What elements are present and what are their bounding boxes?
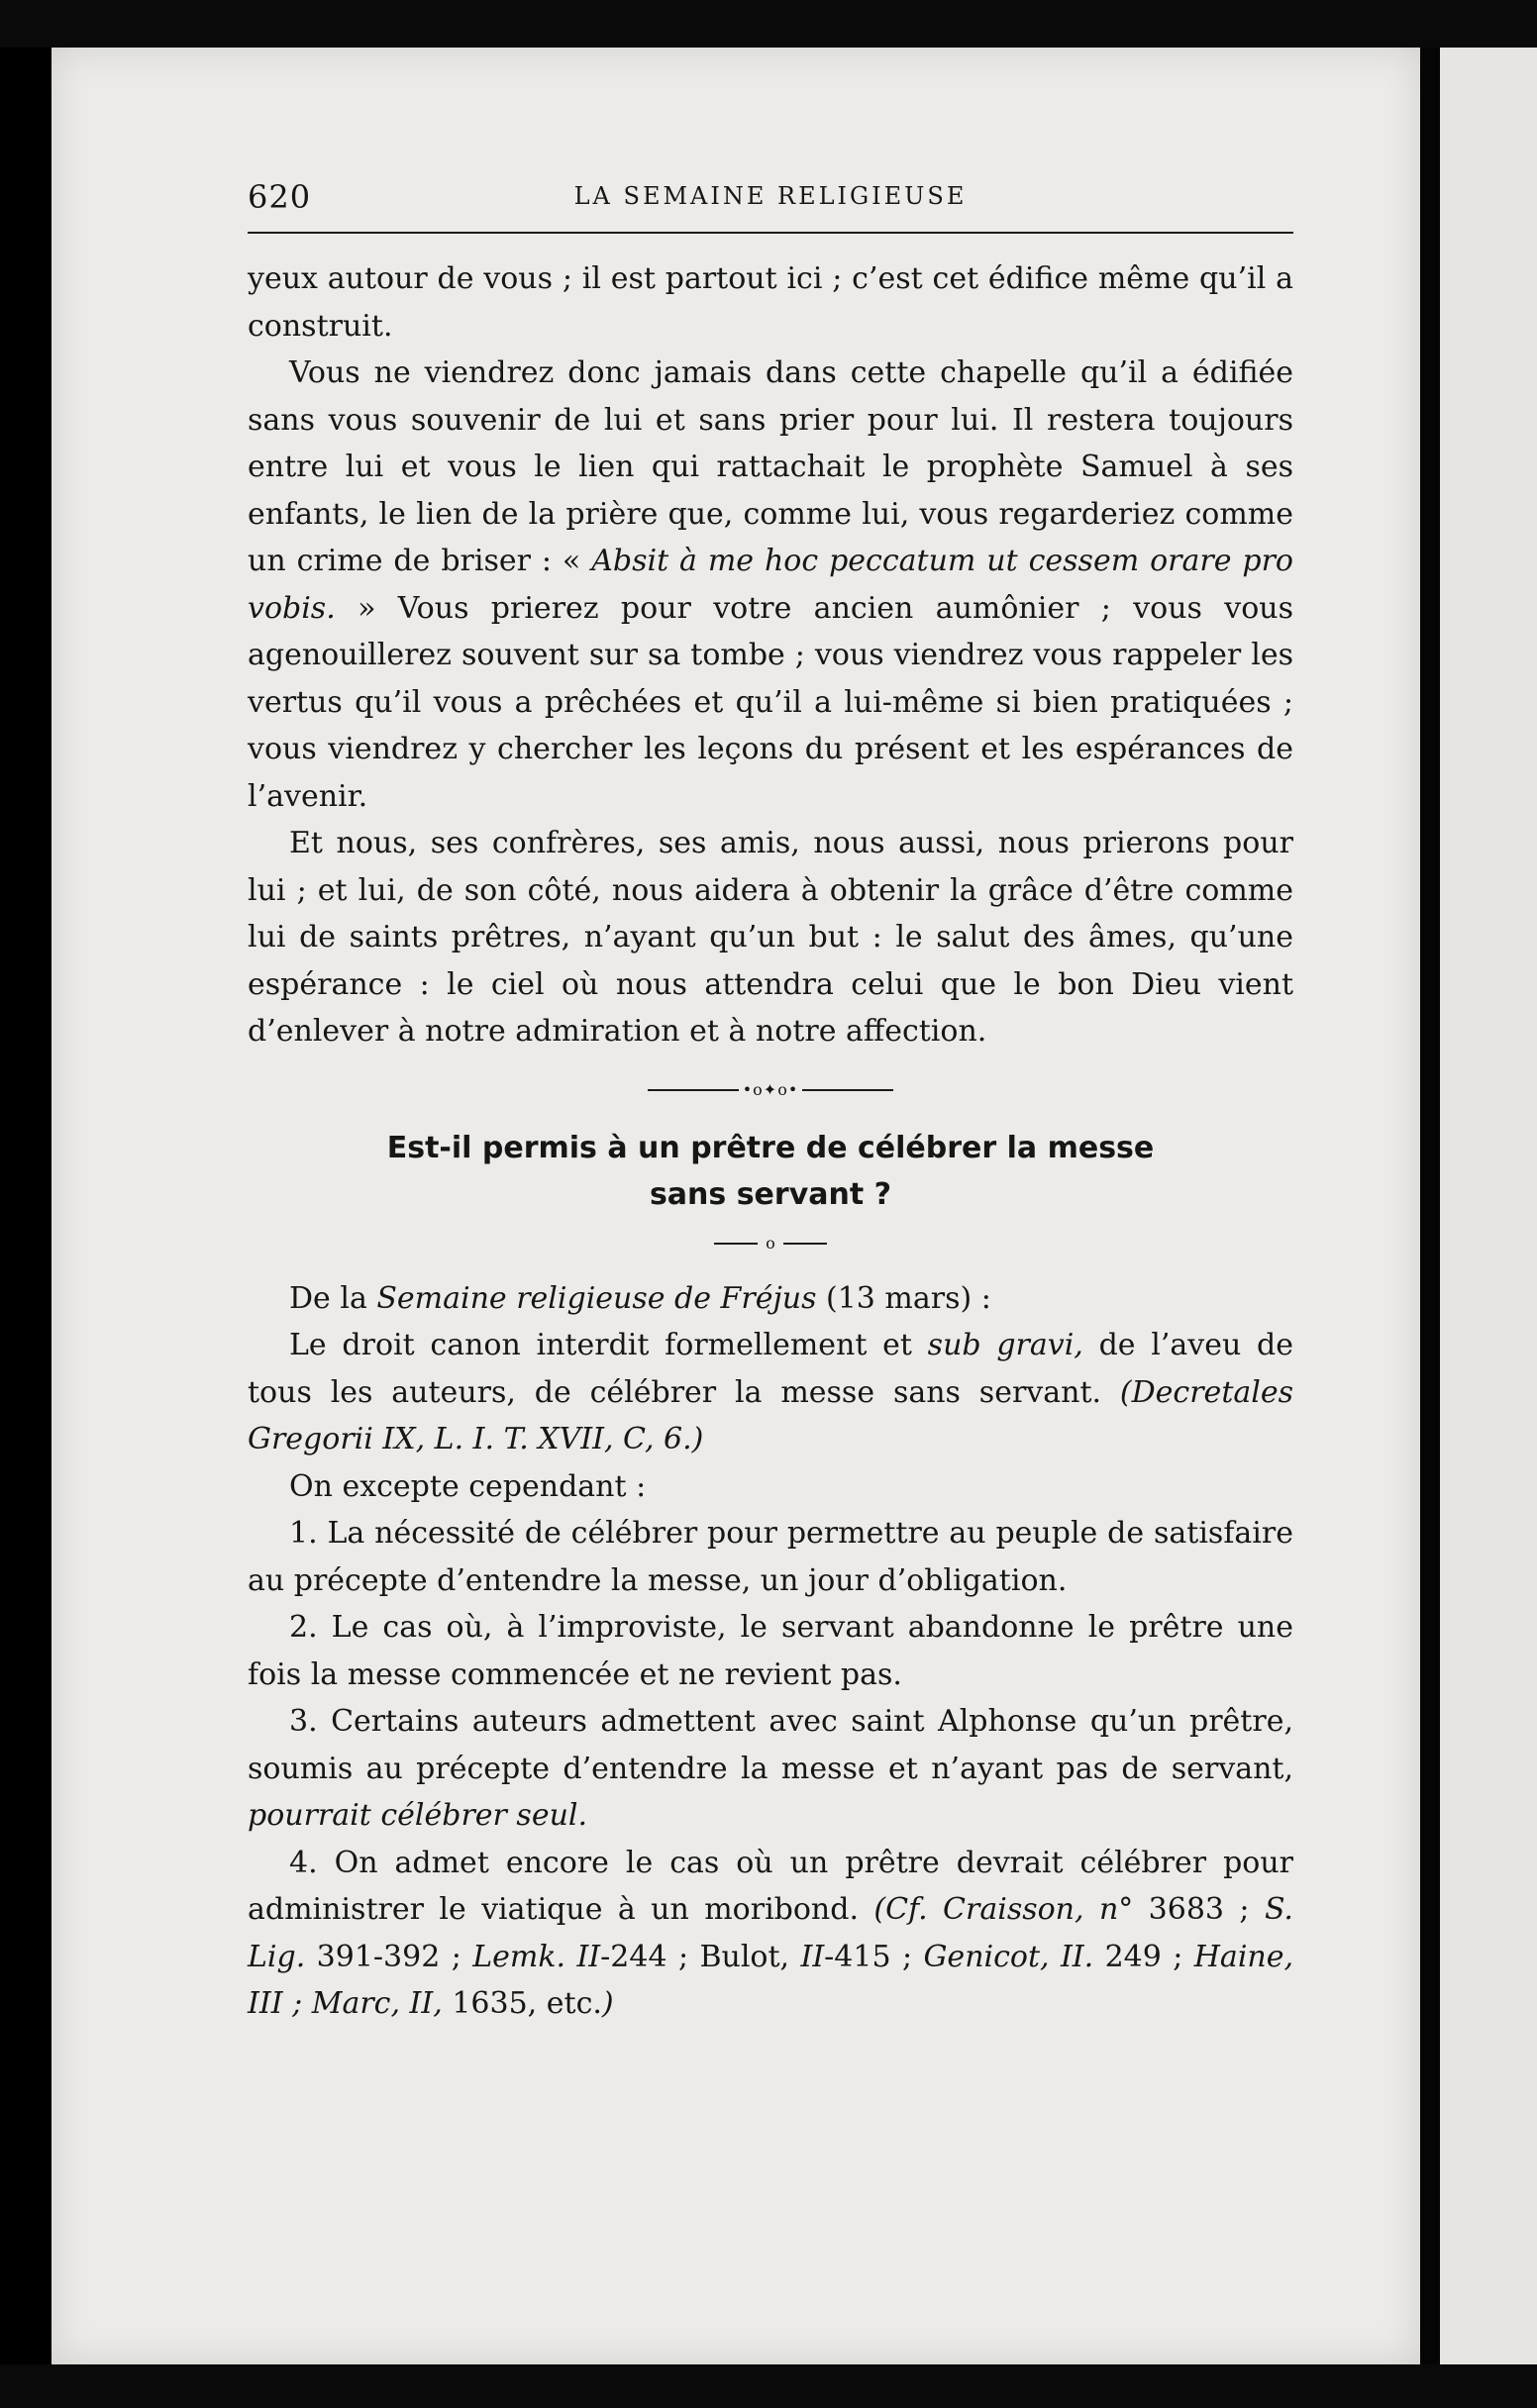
page-content <box>248 139 1293 2028</box>
reference-run: -244 ; Bulot, <box>600 1939 801 1974</box>
reference-run: ) <box>601 1986 614 2021</box>
exception-item-4 <box>248 1840 1293 2028</box>
article-title-line: sans servant ? <box>649 1176 892 1212</box>
reference-run: Haine, III ; Marc, II, <box>248 1939 1294 2021</box>
source-line <box>248 1275 1293 1323</box>
reference-run: 3683 ; <box>1133 1892 1265 1927</box>
page-number: 620 <box>248 178 312 216</box>
paragraph-confreres: Et nous, ses confrères, ses amis, nous aussi, nous prierons pour lui ; et lui, de son côté, nous aidera à obtenir la grâce d’être comme lui de saints prêtres, n’ayant qu’un but : le salut des âmes, qu’une espérance : le ciel où nous attendra celui que le bon Dieu vient d’enlever à notre admiration et à notre affection. <box>248 826 1293 1049</box>
title-separator <box>248 1218 1293 1269</box>
ornament-rule-right <box>802 1089 893 1091</box>
reference-run: 249 ; <box>1093 1939 1194 1974</box>
header-rule <box>248 232 1293 234</box>
text-run: » Vous prierez pour votre ancien aumônier ; vous vous agenouillerez souvent sur sa tombe ; vous viendrez vous rappeler les vertus qu’il vous a prêchées et qu’il a lui-même si bien pratiquées ; vous viendrez y chercher les leçons du présent et les espérances de l’avenir. <box>248 590 1293 814</box>
reference-run: -415 ; <box>824 1939 924 1974</box>
scanner-frame-bottom <box>0 2364 1537 2408</box>
source-title: Semaine religieuse de Fréjus <box>376 1280 817 1316</box>
paragraph-except: On excepte cependant : <box>289 1468 647 1504</box>
running-title: LA SEMAINE RELIGIEUSE <box>573 182 968 210</box>
article-body <box>248 1275 1293 2028</box>
separator-rule-left <box>714 1243 758 1245</box>
reference-run: 1635, etc. <box>442 1986 602 2021</box>
continuation-text <box>248 255 1293 1055</box>
separator-circle-icon: o <box>766 1234 775 1253</box>
exception-item-3 <box>248 1698 1293 1840</box>
reference-run: S. Lig. <box>248 1892 1293 1974</box>
text-run: Vous ne viendrez donc jamais dans cette chapelle qu’il a édifiée sans vous souvenir de lui et sans prier pour lui. Il restera toujours entre lui et vous le lien qui rattachait le prophète Samuel à ses enfants, le lien de la prière que, comme lui, vous regarderiez comme un crime de briser : « <box>248 355 1293 578</box>
reference-run: (Cf. Craisson, n° <box>873 1892 1134 1927</box>
reference-run: Lemk. II <box>472 1939 601 1974</box>
book-gutter <box>1420 48 1440 2364</box>
text-run: de l’aveu de tous les auteurs, de célébrer la messe sans servant. <box>248 1328 1293 1410</box>
latin-term: sub gravi, <box>927 1328 1083 1362</box>
text-run: 4. On admet encore le cas où un prêtre devrait célébrer pour administrer le viatique à un moribond. <box>248 1845 1293 1927</box>
text-run: De la <box>289 1280 377 1316</box>
separator-rule-right <box>783 1243 827 1245</box>
text-run: (13 mars) : <box>816 1280 991 1316</box>
latin-quote: Absit à me hoc peccatum ut cessem orare pro vobis. <box>248 544 1293 626</box>
scanner-frame-top <box>0 0 1537 48</box>
section-ornament <box>248 1061 1293 1119</box>
ornament-icon: •o✦o• <box>742 1080 799 1099</box>
reference-run: Genicot, II. <box>923 1939 1094 1974</box>
ornament-rule-left <box>648 1089 739 1091</box>
article-title <box>248 1125 1293 1218</box>
exception-item-2: 2. Le cas où, à l’improviste, le servant abandonne le prêtre une fois la messe commencée et ne revient pas. <box>248 1610 1293 1692</box>
canon-reference: (Decretales Gregorii IX, L. I. T. XVII, C, 6.) <box>248 1374 1293 1456</box>
exception-item-1: 1. La nécessité de célébrer pour permettre au peuple de satisfaire au précepte d’entendre la messe, un jour d’obligation. <box>248 1516 1293 1598</box>
text-run: 3. Certains auteurs admettent avec saint Alphonse qu’un prêtre, soumis au précepte d’entendre la messe et n’ayant pas de servant, <box>248 1704 1293 1786</box>
paragraph-chapelle <box>248 350 1293 820</box>
running-head <box>248 139 1293 216</box>
paragraph-continued: yeux autour de vous ; il est partout ici ; c’est cet édifice même qu’il a construit. <box>248 261 1293 344</box>
italic-phrase: pourrait célébrer seul. <box>248 1798 588 1833</box>
paragraph-canon <box>248 1322 1293 1463</box>
reference-run: 391-392 ; <box>305 1939 473 1974</box>
reference-run: II <box>800 1939 825 1974</box>
adjacent-page-edge <box>1440 48 1537 2364</box>
article-title-line: Est-il permis à un prêtre de célébrer la messe <box>386 1130 1155 1165</box>
text-run: Le droit canon interdit formellement et <box>289 1328 928 1362</box>
